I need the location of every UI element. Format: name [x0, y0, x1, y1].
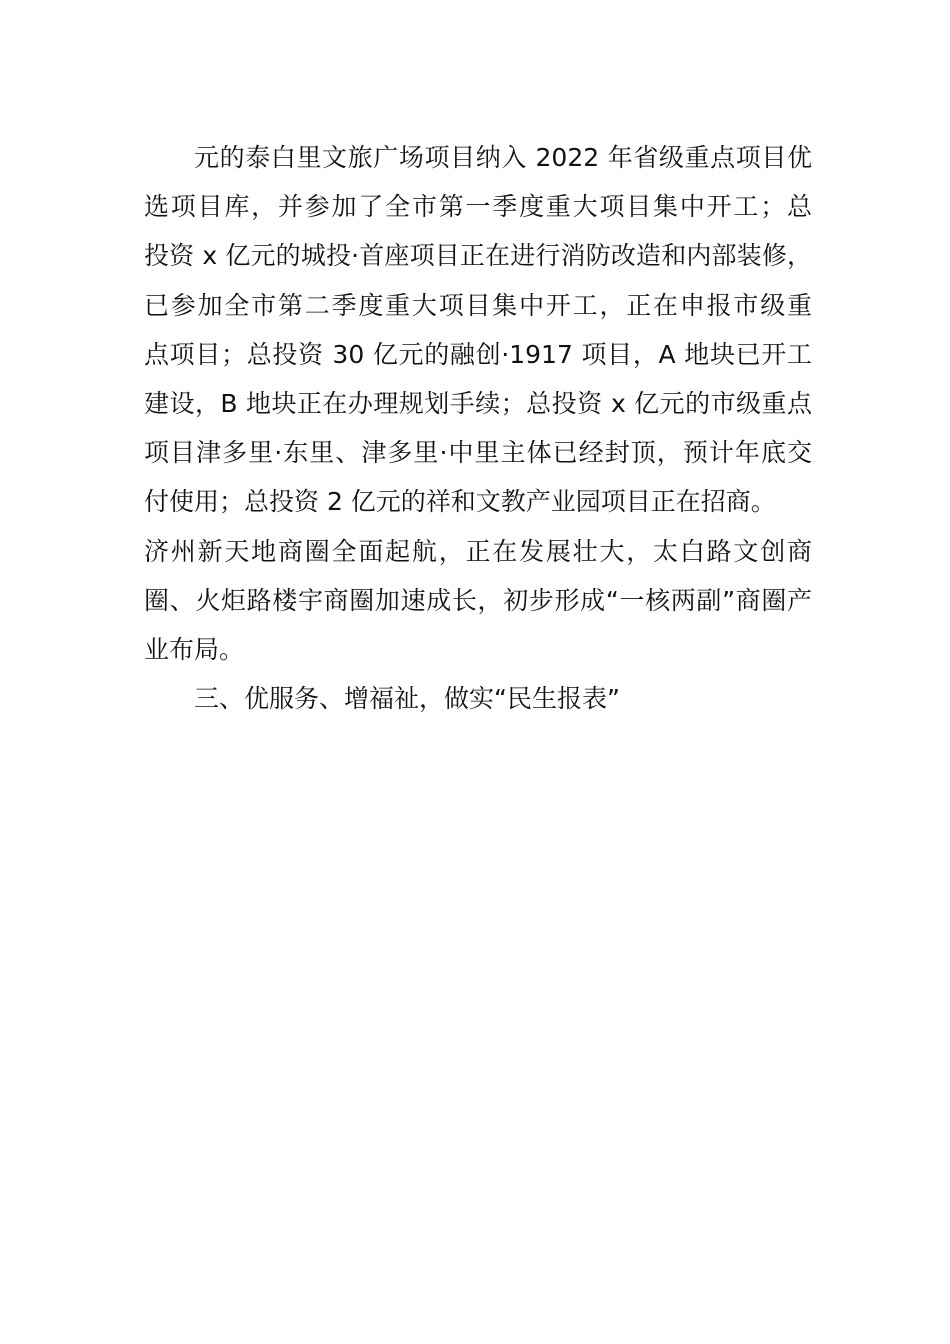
document-body — [144, 133, 812, 723]
paragraph-projects — [144, 133, 812, 674]
text-line: 建设，B 地块正在办理规划手续；总投资 x 亿元的市级重点 — [144, 389, 812, 419]
heading-line: 三、优服务、增福祉，做实“民生报表” — [194, 684, 620, 714]
text-line: 元的泰白里文旅广场项目纳入 2022 年省级重点项目优 — [194, 143, 812, 172]
text-line: 济州新天地商圈全面起航，正在发展壮大，太白路文创商 — [144, 536, 812, 566]
text-line: 选项目库，并参加了全市第一季度重大项目集中开工；总 — [144, 192, 812, 222]
section-heading-three — [144, 674, 812, 723]
text-line: 投资 x 亿元的城投·首座项目正在进行消防改造和内部装修， — [144, 241, 812, 271]
text-line: 项目津多里·东里、津多里·中里主体已经封顶，预计年底交 — [144, 438, 812, 468]
text-line: 点项目；总投资 30 亿元的融创·1917 项目，A 地块已开工 — [144, 339, 812, 369]
text-line: 已参加全市第二季度重大项目集中开工，正在申报市级重 — [144, 290, 812, 320]
text-line: 业布局。 — [144, 635, 245, 665]
text-line: 圈、火炬路楼宇商圈加速成长，初步形成“一核两副”商圈产 — [144, 585, 812, 615]
text-line: 付使用；总投资 2 亿元的祥和文教产业园项目正在招商。 — [144, 487, 776, 517]
